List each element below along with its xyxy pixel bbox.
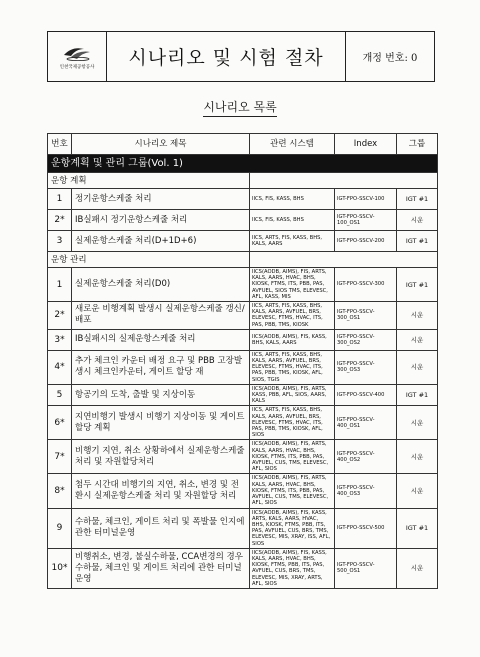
scenario-number: 10* — [48, 548, 72, 588]
scenario-index: IGT-FPO-SSCV-400_OS2 — [335, 440, 397, 474]
scenario-title: 비행취소, 변경, 불실수하물, CCA변경의 경우 수하물, 체크인 및 게이트 처리에 관한 터미널운영 — [72, 548, 250, 588]
related-systems: IICS, FIS, KASS, BHS — [250, 210, 335, 231]
table-header-row — [48, 134, 438, 155]
scenario-index: IGT-FPO-SSCV-500_OS1 — [335, 548, 397, 588]
related-systems: IICS(AODB, AIMS), FIS, ARTS, KALS, AARS, HVAC, BHS, KIOSK, FTMS, ITS, PBB, PAS, AVFUEL, CUS, TMS, ELEVESC, AFL, SIOS — [250, 474, 335, 508]
scenario-group: IGT #1 — [397, 508, 438, 548]
scenario-group: 시운 — [397, 329, 438, 350]
table-row — [48, 384, 438, 406]
list-title: 시나리오 목록 — [203, 100, 276, 117]
group-heading-row — [48, 155, 438, 173]
scenario-group: IGT #1 — [397, 189, 438, 210]
related-systems: IICS, ARTS, FIS, KASS, BHS, KALS, AARS, AVFUEL, BRS, ELEVESC, FTMS, HVAC, ITS, PAS, PBB, TMS, KIOSK — [250, 302, 335, 330]
list-heading — [0, 96, 480, 115]
related-systems: IICS(AODB, AIMS), FIS, KASS, ARTS, KALS, AARS, HVAC, BHS, KIOSK, FTMS, PBB, ITS, PAS, AVFUEL, CUS, BRS, TMS, ELEVESC, MIS, XRAY, ISS, AFL, SIOS — [250, 508, 335, 548]
scenario-group: 시운 — [397, 440, 438, 474]
scenario-index: IGT-FPO-SSCV-300 — [335, 268, 397, 302]
scenario-index: IGT-FPO-SSCV-100 — [335, 189, 397, 210]
scenario-number: 8* — [48, 474, 72, 508]
scenario-index: IGT-FPO-SSCV-200 — [335, 231, 397, 252]
table-row — [48, 350, 438, 384]
scenario-index: IGT-FPO-SSCV-300_OS1 — [335, 302, 397, 330]
related-systems: IICS, FIS, KASS, BHS — [250, 189, 335, 210]
related-systems: IICS(AODB, AIMS), FIS, ARTS, KASS, PBB, AFL, SIOS, AARS, KALS — [250, 384, 335, 406]
scenario-title: 첨두 시간대 비행기의 지연, 취소, 변경 및 전환시 실제운항스케줄 처리 및 자원할당 처리 — [72, 474, 250, 508]
scenario-number: 5 — [48, 384, 72, 406]
scenario-number: 9 — [48, 508, 72, 548]
company-logo — [48, 32, 107, 81]
related-systems: IICS(AODB, AIMS), FIS, ARTS, KALS, AARS, HVAC, BHS, KIOSK, FTMS, ITS, PBB, PAS, AVFUEL, SIOS TMS, ELEVESC, AFL, KASS, MIS — [250, 268, 335, 302]
scenario-number: 4* — [48, 350, 72, 384]
scenario-index: IGT-FPO-SSCV-300_OS3 — [335, 350, 397, 384]
scenario-title: IB실패시의 실제운항스케줄 처리 — [72, 329, 250, 350]
airport-logo-icon — [62, 44, 92, 62]
scenario-title: 추가 체크인 카운터 배정 요구 및 PBB 고장발생시 체크인카운터, 게이트 할당 재 — [72, 350, 250, 384]
table-row — [48, 189, 438, 210]
column-header: 번호 — [48, 134, 72, 155]
related-systems: IICS(AODB, AIMS), FIS, KASS, KALS, AARS, HVAC, BHS, KIOSK, FTMS, PBB, ITS, PAS, AVFUEL, CUS, BRS, TMS, ELEVESC, MIS, XRAY, ARTS, AFL, SIOS — [250, 548, 335, 588]
scenario-title: 비행기 지연, 취소 상황하에서 실제운항스케줄 처리 및 자원할당처리 — [72, 440, 250, 474]
table-row — [48, 210, 438, 231]
related-systems: IICS, ARTS, FIS, KASS, BHS, KALS, AARS — [250, 231, 335, 252]
related-systems: IICS(AODB, AIMS), FIS, KASS, BHS, KALS, AARS — [250, 329, 335, 350]
scenario-title: 정기운항스케줄 처리 — [72, 189, 250, 210]
scenario-group: 시운 — [397, 474, 438, 508]
related-systems: IICS(AODB, AIMS), FIS, ARTS, KALS, AARS, HVAC, BHS, KIOSK, FTMS, ITS, PBB, PAS, AVFUEL, CUS, TMS, ELEVESC, AFL, SIOS — [250, 440, 335, 474]
document-header — [47, 31, 435, 82]
table-row — [48, 329, 438, 350]
scenario-group: IGT #1 — [397, 384, 438, 406]
table-row — [48, 231, 438, 252]
scenario-title: IB실패시 정기운항스케줄 처리 — [72, 210, 250, 231]
table-row — [48, 268, 438, 302]
scenario-group: IGT #1 — [397, 231, 438, 252]
scenario-index: IGT-FPO-SSCV-400_OS1 — [335, 406, 397, 440]
section-heading-row — [48, 173, 438, 189]
scenario-table — [47, 133, 438, 589]
scenario-number: 1 — [48, 268, 72, 302]
section-heading-row — [48, 252, 438, 268]
scenario-number: 6* — [48, 406, 72, 440]
section-heading: 운항 관리 — [48, 252, 250, 268]
scenario-number: 3* — [48, 329, 72, 350]
revision-number: 개정 번호: 0 — [345, 32, 434, 81]
column-header: 시나리오 제목 — [72, 134, 250, 155]
group-heading: 운항계획 및 관리 그룹(Vol. 1) — [48, 155, 438, 173]
scenario-index: IGT-FPO-SSCV-100_OS1 — [335, 210, 397, 231]
scenario-number: 1 — [48, 189, 72, 210]
scenario-group: 시운 — [397, 210, 438, 231]
table-row — [48, 440, 438, 474]
scenario-group: 시운 — [397, 406, 438, 440]
table-row — [48, 474, 438, 508]
scenario-number: 7* — [48, 440, 72, 474]
table-row — [48, 302, 438, 330]
scenario-group: 시운 — [397, 302, 438, 330]
scenario-title: 지연비행기 발생시 비행기 지상이동 및 게이트 할당 계획 — [72, 406, 250, 440]
scenario-number: 3 — [48, 231, 72, 252]
scenario-group: IGT #1 — [397, 268, 438, 302]
table-row — [48, 406, 438, 440]
scenario-number: 2* — [48, 210, 72, 231]
scenario-index: IGT-FPO-SSCV-400_OS3 — [335, 474, 397, 508]
scenario-group: 시운 — [397, 548, 438, 588]
table-row — [48, 508, 438, 548]
scenario-group: 시운 — [397, 350, 438, 384]
section-heading-filler — [250, 252, 438, 268]
related-systems: IICS, ARTS, FIS, KASS, BHS, KALS, AARS, AVFUEL, BRS, ELEVESC, FTMS, HVAC, ITS, PAS, PBB, TMS, KIOSK, AFL, SIOS, TGIS — [250, 350, 335, 384]
scenario-title: 실제운항스케줄 처리(D+1D+6) — [72, 231, 250, 252]
document-title: 시나리오 및 시험 절차 — [128, 47, 324, 69]
table-row — [48, 548, 438, 588]
scenario-title: 실제운항스케줄 처리(D0) — [72, 268, 250, 302]
scenario-index: IGT-FPO-SSCV-300_OS2 — [335, 329, 397, 350]
org-name: 인천국제공항공사 — [59, 64, 95, 70]
scenario-title: 수하물, 체크인, 게이트 처리 및 폭발물 인지에 관한 터미널운영 — [72, 508, 250, 548]
scenario-index: IGT-FPO-SSCV-400 — [335, 384, 397, 406]
scenario-index: IGT-FPO-SSCV-500 — [335, 508, 397, 548]
section-heading: 운항 계획 — [48, 173, 250, 189]
scenario-title: 새로운 비행계획 발생시 실제운항스케줄 갱신/배포 — [72, 302, 250, 330]
related-systems: IICS, ARTS, FIS, KASS, BHS, KALS, AARS, AVFUEL, BRS, ELEVESC, FTMS, HVAC, ITS, PAS, PBB, TMS, KIOSK, AFL, SIOS — [250, 406, 335, 440]
column-header: 관련 시스템 — [250, 134, 335, 155]
scenario-title: 항공기의 도착, 출발 및 지상이동 — [72, 384, 250, 406]
section-heading-filler — [250, 173, 438, 189]
column-header: Index — [335, 134, 397, 155]
scenario-number: 2* — [48, 302, 72, 330]
column-header: 그룹 — [397, 134, 438, 155]
